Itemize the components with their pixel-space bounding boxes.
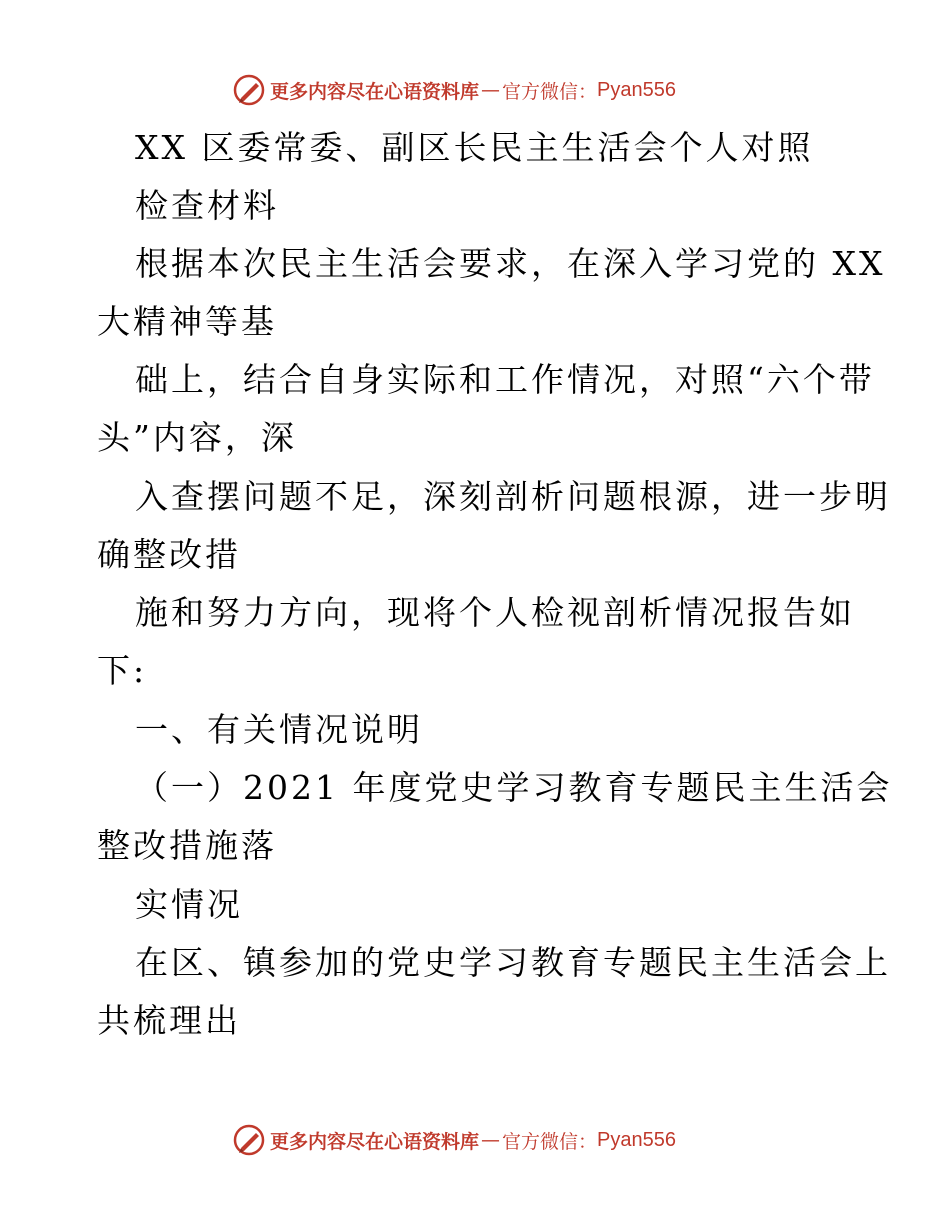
paragraph-line: 确整改措 <box>97 535 241 574</box>
subsection-heading-line-2: 整改措施落 <box>97 826 277 865</box>
pen-logo-icon <box>232 1123 266 1157</box>
paragraph-line: 在区、镇参加的党史学习教育专题民主生活会上 <box>135 943 891 982</box>
section-heading: 一、有关情况说明 <box>135 710 423 749</box>
document-title-line-1: XX 区委常委、副区长民主生活会个人对照 <box>135 128 814 167</box>
paragraph-line: 施和努力方向，现将个人检视剖析情况报告如 <box>135 593 855 632</box>
document-title-line-2: 检查材料 <box>135 186 279 225</box>
footer-separator: — <box>481 1129 501 1151</box>
pen-logo-icon <box>232 73 266 107</box>
header-wechat-label: 官方微信： <box>502 80 598 103</box>
paragraph-line: 下: <box>97 651 148 690</box>
subsection-heading-line-3: 实情况 <box>135 885 243 924</box>
paragraph-line: 根据本次民主生活会要求，在深入学习党的 XX <box>135 244 886 283</box>
paragraph-line: 础上，结合自身实际和工作情况，对照“六个带 <box>135 360 875 399</box>
subsection-heading-line-1: （一）2021 年度党史学习教育专题民主生活会 <box>135 768 893 807</box>
paragraph-line: 入查摆问题不足，深刻剖析问题根源，进一步明 <box>135 477 891 516</box>
paragraph-line: 大精神等基 <box>97 302 277 341</box>
footer-banner <box>232 1122 676 1158</box>
paragraph-line: 共梳理出 <box>97 1001 241 1040</box>
paragraph-line: 头”内容，深 <box>97 418 297 457</box>
header-banner <box>232 72 676 108</box>
header-separator: — <box>481 79 501 101</box>
footer-wechat-label: 官方微信： <box>502 1130 598 1153</box>
footer-wechat-id: Pyan556 <box>597 1128 676 1151</box>
footer-promo-text: 更多内容尽在心语资料库 <box>270 1130 480 1153</box>
header-promo-text: 更多内容尽在心语资料库 <box>270 80 480 103</box>
header-wechat-id: Pyan556 <box>597 78 676 101</box>
